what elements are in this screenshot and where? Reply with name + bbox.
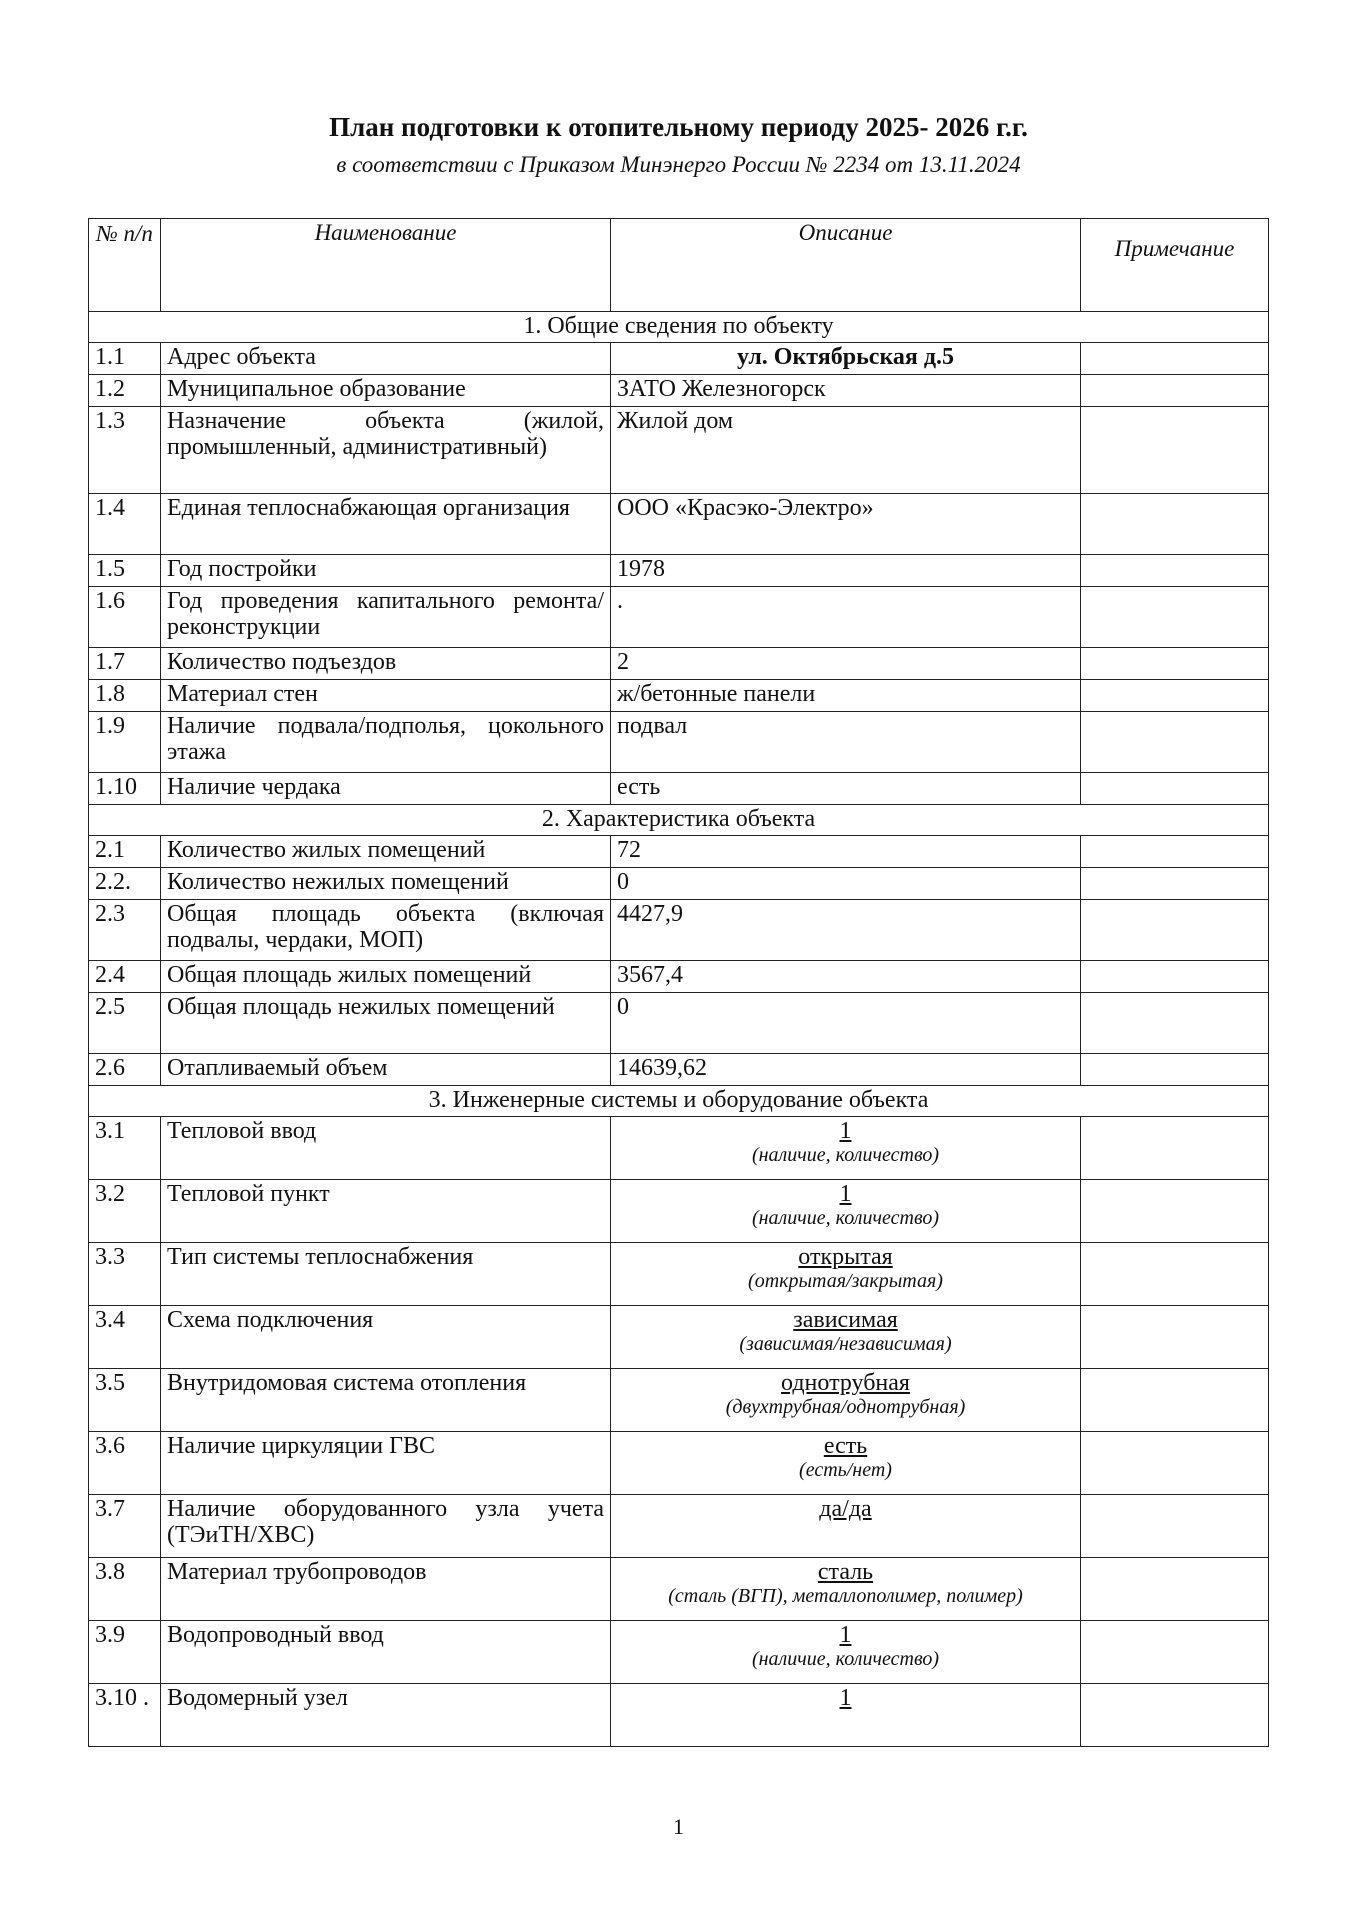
table-row	[89, 993, 1269, 1054]
row-note	[1081, 1306, 1269, 1369]
row-name: Схема подключения	[161, 1306, 611, 1369]
row-name: Количество нежилых помещений	[161, 868, 611, 900]
section-header-row	[89, 312, 1269, 343]
row-note	[1081, 1684, 1269, 1747]
row-note	[1081, 836, 1269, 868]
row-name: Общая площадь объекта (включая подвалы, чердаки, МОП)	[161, 900, 611, 961]
row-number: 1.7	[89, 648, 161, 680]
table-row	[89, 587, 1269, 648]
row-note	[1081, 1054, 1269, 1086]
row-note	[1081, 1243, 1269, 1306]
row-number: 3.2	[89, 1180, 161, 1243]
value-hint: (наличие, количество)	[751, 1206, 940, 1229]
row-description	[611, 1180, 1081, 1243]
table-row	[89, 1054, 1269, 1086]
filled-value-text: 1	[839, 1182, 852, 1207]
row-note	[1081, 343, 1269, 375]
header-name: Наименование	[161, 219, 611, 312]
value-hint: (наличие, количество)	[751, 1143, 940, 1166]
row-description	[611, 1369, 1081, 1432]
header-note: Примечание	[1081, 219, 1269, 312]
row-number: 2.3	[89, 900, 161, 961]
table-row	[89, 1684, 1269, 1747]
row-note	[1081, 1432, 1269, 1495]
row-name: Количество подъездов	[161, 648, 611, 680]
row-name: Тепловой пункт	[161, 1180, 611, 1243]
row-note	[1081, 1180, 1269, 1243]
row-number: 1.3	[89, 407, 161, 494]
row-description	[611, 1684, 1081, 1747]
row-number: 2.4	[89, 961, 161, 993]
row-note	[1081, 961, 1269, 993]
row-description	[611, 1432, 1081, 1495]
filled-value	[617, 1371, 1074, 1397]
row-number: 3.1	[89, 1117, 161, 1180]
row-name: Водомерный узел	[161, 1684, 611, 1747]
row-number: 1.8	[89, 680, 161, 712]
row-name: Материал стен	[161, 680, 611, 712]
row-note	[1081, 1369, 1269, 1432]
row-number: 3.6	[89, 1432, 161, 1495]
row-note	[1081, 407, 1269, 494]
section-title: 3. Инженерные системы и оборудование объекта	[89, 1086, 1269, 1117]
table-row	[89, 868, 1269, 900]
page-number: 1	[673, 1814, 684, 1839]
filled-value	[617, 1434, 1074, 1460]
filled-value	[617, 1497, 1074, 1523]
table-row	[89, 1117, 1269, 1180]
table-row	[89, 1432, 1269, 1495]
row-name: Тепловой ввод	[161, 1117, 611, 1180]
table-row	[89, 1180, 1269, 1243]
row-description: 0	[611, 868, 1081, 900]
row-description	[611, 1621, 1081, 1684]
section-title: 1. Общие сведения по объекту	[89, 312, 1269, 343]
value-hint: (зависимая/независимая)	[739, 1332, 952, 1355]
filled-value	[617, 1308, 1074, 1334]
row-note	[1081, 993, 1269, 1054]
table-row	[89, 1558, 1269, 1621]
row-number: 1.4	[89, 494, 161, 555]
table-row	[89, 1621, 1269, 1684]
row-number: 1.6	[89, 587, 161, 648]
row-description: 1978	[611, 555, 1081, 587]
header-num: № п/п	[89, 219, 161, 312]
value-hint: (двухтрубная/однотрубная)	[725, 1395, 966, 1418]
filled-value	[617, 1119, 1074, 1145]
row-name: Наличие циркуляции ГВС	[161, 1432, 611, 1495]
row-note	[1081, 868, 1269, 900]
row-description: 3567,4	[611, 961, 1081, 993]
row-number: 1.10	[89, 773, 161, 805]
row-number: 2.1	[89, 836, 161, 868]
row-name: Тип системы теплоснабжения	[161, 1243, 611, 1306]
table-row	[89, 1243, 1269, 1306]
filled-value-text: зависимая	[793, 1308, 898, 1333]
row-number: 3.3	[89, 1243, 161, 1306]
row-number: 3.8	[89, 1558, 161, 1621]
row-description	[611, 1117, 1081, 1180]
table-row	[89, 712, 1269, 773]
row-description: 2	[611, 648, 1081, 680]
row-description: ул. Октябрьская д.5	[611, 343, 1081, 375]
row-name: Адрес объекта	[161, 343, 611, 375]
row-description: 4427,9	[611, 900, 1081, 961]
table-row	[89, 773, 1269, 805]
row-description	[611, 1558, 1081, 1621]
row-note	[1081, 680, 1269, 712]
row-number: 1.1	[89, 343, 161, 375]
row-name: Единая теплоснабжающая организация	[161, 494, 611, 555]
row-note	[1081, 900, 1269, 961]
table-row	[89, 343, 1269, 375]
table-row	[89, 407, 1269, 494]
table-row	[89, 836, 1269, 868]
filled-value-text: сталь	[817, 1560, 874, 1585]
row-note	[1081, 494, 1269, 555]
filled-value-text: да/да	[819, 1497, 872, 1522]
row-description: ООО «Красэко-Электро»	[611, 494, 1081, 555]
row-name: Внутридомовая система отопления	[161, 1369, 611, 1432]
row-description: подвал	[611, 712, 1081, 773]
row-description: 0	[611, 993, 1081, 1054]
row-number: 3.5	[89, 1369, 161, 1432]
row-name: Наличие оборудованного узла учета (ТЭиТН/ХВС)	[161, 1495, 611, 1558]
row-description	[611, 1243, 1081, 1306]
filled-value-text: однотрубная	[781, 1371, 910, 1396]
row-name: Количество жилых помещений	[161, 836, 611, 868]
section-header-row	[89, 1086, 1269, 1117]
table-row	[89, 961, 1269, 993]
value-hint: (открытая/закрытая)	[748, 1269, 943, 1292]
filled-value-text: 1	[839, 1623, 852, 1648]
row-name: Год постройки	[161, 555, 611, 587]
row-note	[1081, 1495, 1269, 1558]
row-note	[1081, 1558, 1269, 1621]
row-name: Материал трубопроводов	[161, 1558, 611, 1621]
table-row	[89, 494, 1269, 555]
row-note	[1081, 587, 1269, 648]
section-title: 2. Характеристика объекта	[89, 805, 1269, 836]
table-header-row	[89, 219, 1269, 312]
row-name: Отапливаемый объем	[161, 1054, 611, 1086]
row-description: .	[611, 587, 1081, 648]
table-row	[89, 680, 1269, 712]
row-description: 72	[611, 836, 1081, 868]
filled-value	[617, 1560, 1074, 1586]
row-note	[1081, 648, 1269, 680]
table-row	[89, 555, 1269, 587]
row-description	[611, 1306, 1081, 1369]
row-name: Наличие подвала/подполья, цокольного этажа	[161, 712, 611, 773]
row-description: ж/бетонные панели	[611, 680, 1081, 712]
row-note	[1081, 1621, 1269, 1684]
row-name: Год проведения капитального ремонта/реконструкции	[161, 587, 611, 648]
table-body	[89, 312, 1269, 1747]
row-number: 3.4	[89, 1306, 161, 1369]
row-description: есть	[611, 773, 1081, 805]
row-number: 1.5	[89, 555, 161, 587]
row-number: 1.2	[89, 375, 161, 407]
row-note	[1081, 1117, 1269, 1180]
filled-value	[617, 1182, 1074, 1208]
filled-value	[617, 1245, 1074, 1271]
row-number: 3.7	[89, 1495, 161, 1558]
filled-value-text: есть	[823, 1434, 868, 1459]
row-description	[611, 1495, 1081, 1558]
row-number: 3.10 .	[89, 1684, 161, 1747]
filled-value-text: открытая	[798, 1245, 893, 1270]
value-hint: (есть/нет)	[799, 1458, 892, 1481]
table-row	[89, 648, 1269, 680]
row-note	[1081, 712, 1269, 773]
row-note	[1081, 375, 1269, 407]
table-row	[89, 1495, 1269, 1558]
value-hint: (сталь (ВГП), металлополимер, полимер)	[668, 1584, 1023, 1607]
table-row	[89, 1306, 1269, 1369]
document-subtitle: в соответствии с Приказом Минэнерго России № 2234 от 13.11.2024	[336, 152, 1021, 177]
table-row	[89, 375, 1269, 407]
row-name: Муниципальное образование	[161, 375, 611, 407]
header-desc: Описание	[611, 219, 1081, 312]
row-description: Жилой дом	[611, 407, 1081, 494]
row-name: Водопроводный ввод	[161, 1621, 611, 1684]
document-title: План подготовки к отопительному периоду 2025- 2026 г.г.	[329, 112, 1028, 142]
filled-value	[617, 1686, 1074, 1712]
row-number: 2.6	[89, 1054, 161, 1086]
row-number: 1.9	[89, 712, 161, 773]
table-row	[89, 1369, 1269, 1432]
row-name: Общая площадь нежилых помещений	[161, 993, 611, 1054]
row-number: 2.5	[89, 993, 161, 1054]
filled-value-text: 1	[839, 1119, 852, 1144]
table-row	[89, 900, 1269, 961]
row-name: Наличие чердака	[161, 773, 611, 805]
row-name: Назначение объекта (жилой, промышленный, административный)	[161, 407, 611, 494]
row-number: 2.2.	[89, 868, 161, 900]
filled-value-text: 1	[839, 1686, 852, 1711]
row-number: 3.9	[89, 1621, 161, 1684]
row-description: ЗАТО Железногорск	[611, 375, 1081, 407]
row-note	[1081, 773, 1269, 805]
filled-value	[617, 1623, 1074, 1649]
row-description: 14639,62	[611, 1054, 1081, 1086]
row-name: Общая площадь жилых помещений	[161, 961, 611, 993]
row-note	[1081, 555, 1269, 587]
value-hint: (наличие, количество)	[751, 1647, 940, 1670]
plan-table	[88, 218, 1269, 1747]
section-header-row	[89, 805, 1269, 836]
